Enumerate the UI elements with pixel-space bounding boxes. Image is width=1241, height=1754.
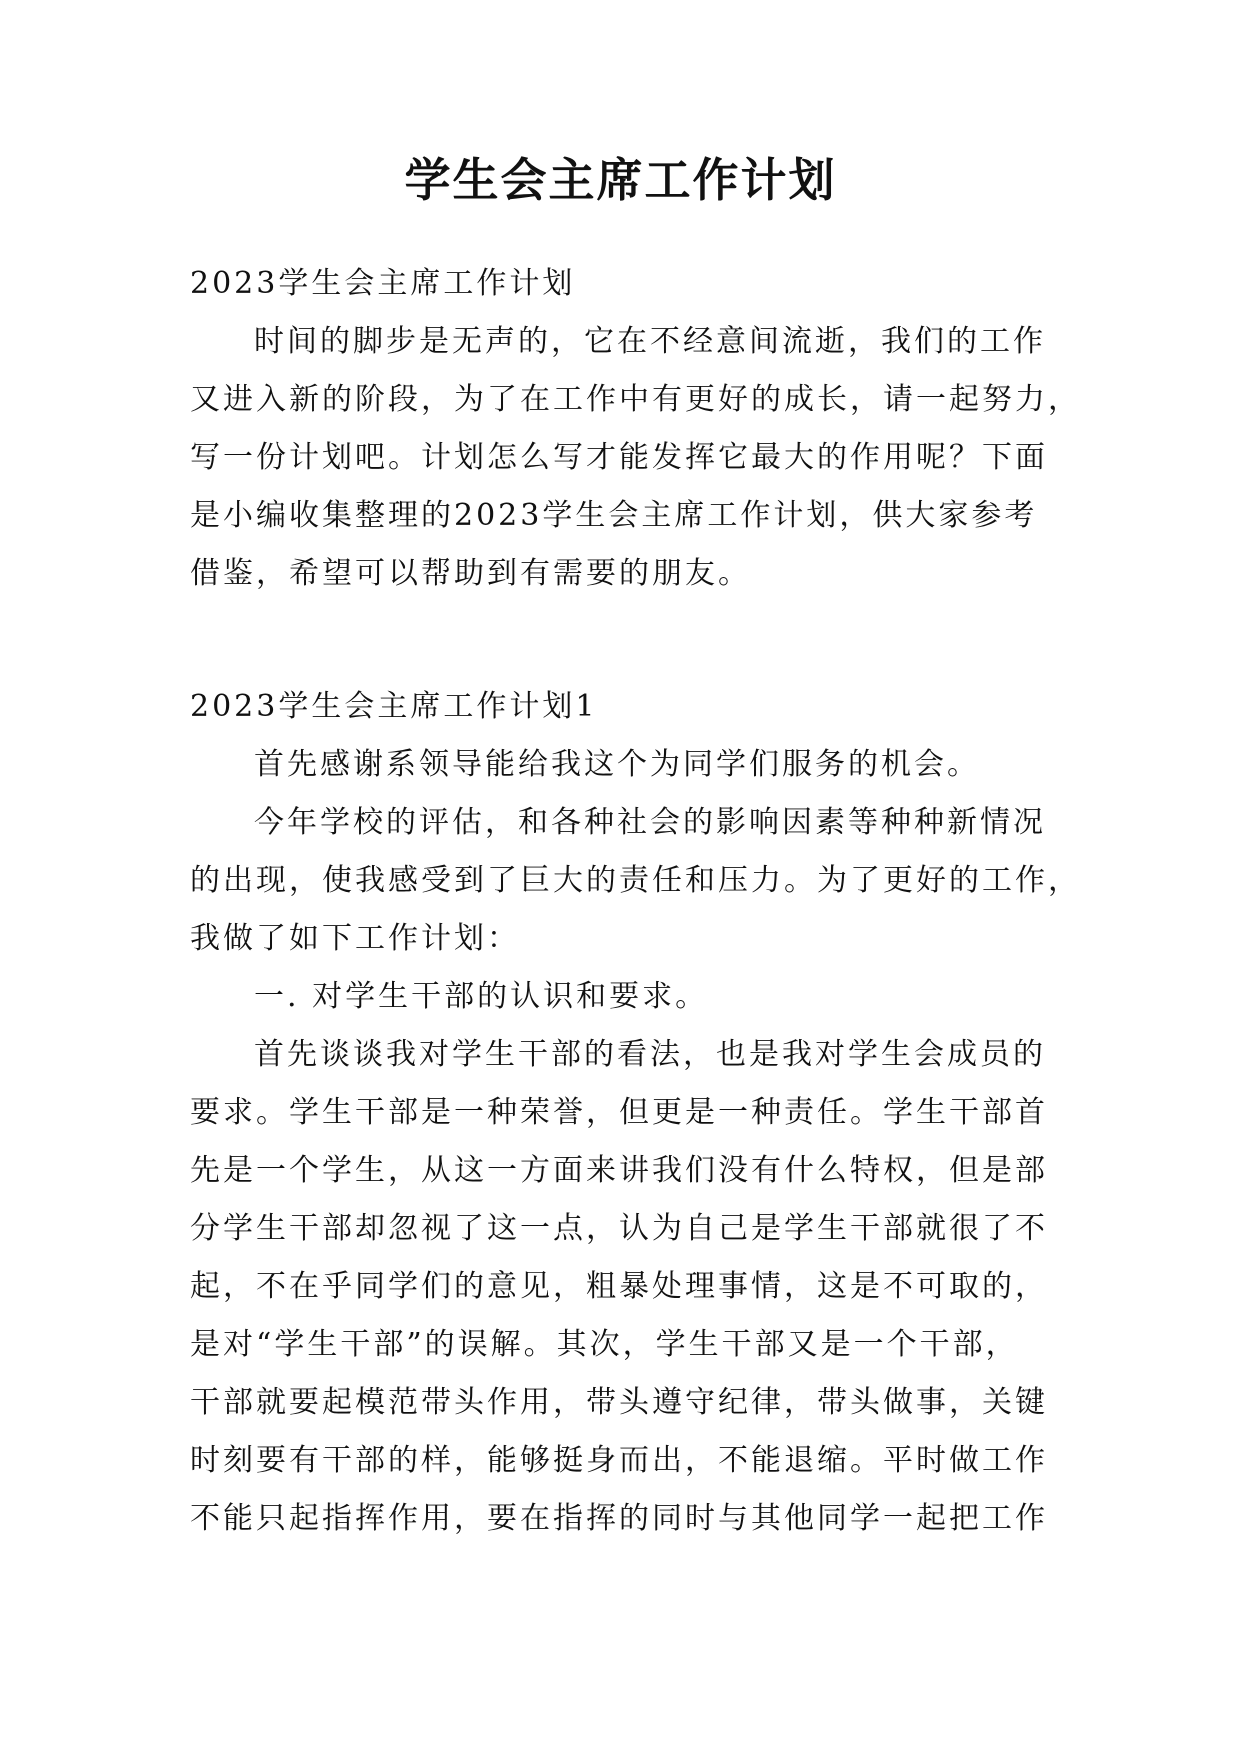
paragraph-line: 时刻要有干部的样，能够挺身而出，不能退缩。平时做工作 — [190, 1443, 1048, 1478]
paragraph-line: 干部就要起模范带头作用，带头遵守纪律，带头做事，关键 — [190, 1385, 1048, 1420]
paragraph-line: 的出现，使我感受到了巨大的责任和压力。为了更好的工作， — [190, 863, 1081, 898]
section-heading: 2023学生会主席工作计划1 — [190, 689, 598, 724]
paragraph-line: 今年学校的评估，和各种社会的影响因素等种种新情况 — [254, 805, 1046, 840]
paragraph-line: 写一份计划吧。计划怎么写才能发挥它最大的作用呢？下面 — [190, 440, 1048, 475]
paragraph-line: 是小编收集整理的2023学生会主席工作计划，供大家参考 — [190, 498, 1038, 533]
paragraph-line: 起，不在乎同学们的意见，粗暴处理事情，这是不可取的， — [190, 1269, 1048, 1304]
paragraph-line: 首先感谢系领导能给我这个为同学们服务的机会。 — [254, 747, 980, 782]
paragraph-line: 是对“学生干部”的误解。其次，学生干部又是一个干部， — [190, 1327, 1019, 1362]
paragraph-line: 要求。学生干部是一种荣誉，但更是一种责任。学生干部首 — [190, 1095, 1048, 1130]
paragraph-line: 先是一个学生，从这一方面来讲我们没有什么特权，但是部 — [190, 1153, 1048, 1188]
paragraph-line: 首先谈谈我对学生干部的看法，也是我对学生会成员的 — [254, 1037, 1046, 1072]
subtitle-line: 2023学生会主席工作计划 — [190, 266, 576, 301]
paragraph-line: 不能只起指挥作用，要在指挥的同时与其他同学一起把工作 — [190, 1501, 1048, 1536]
paragraph-line: 分学生干部却忽视了这一点，认为自己是学生干部就很了不 — [190, 1211, 1048, 1246]
document-title: 学生会主席工作计划 — [404, 153, 837, 207]
paragraph-line: 借鉴，希望可以帮助到有需要的朋友。 — [190, 556, 751, 591]
list-item-heading: 一. 对学生干部的认识和要求。 — [254, 979, 709, 1014]
paragraph-line: 时间的脚步是无声的，它在不经意间流逝，我们的工作 — [254, 324, 1046, 359]
paragraph-line: 我做了如下工作计划： — [190, 921, 520, 956]
paragraph-line: 又进入新的阶段，为了在工作中有更好的成长，请一起努力， — [190, 382, 1081, 417]
